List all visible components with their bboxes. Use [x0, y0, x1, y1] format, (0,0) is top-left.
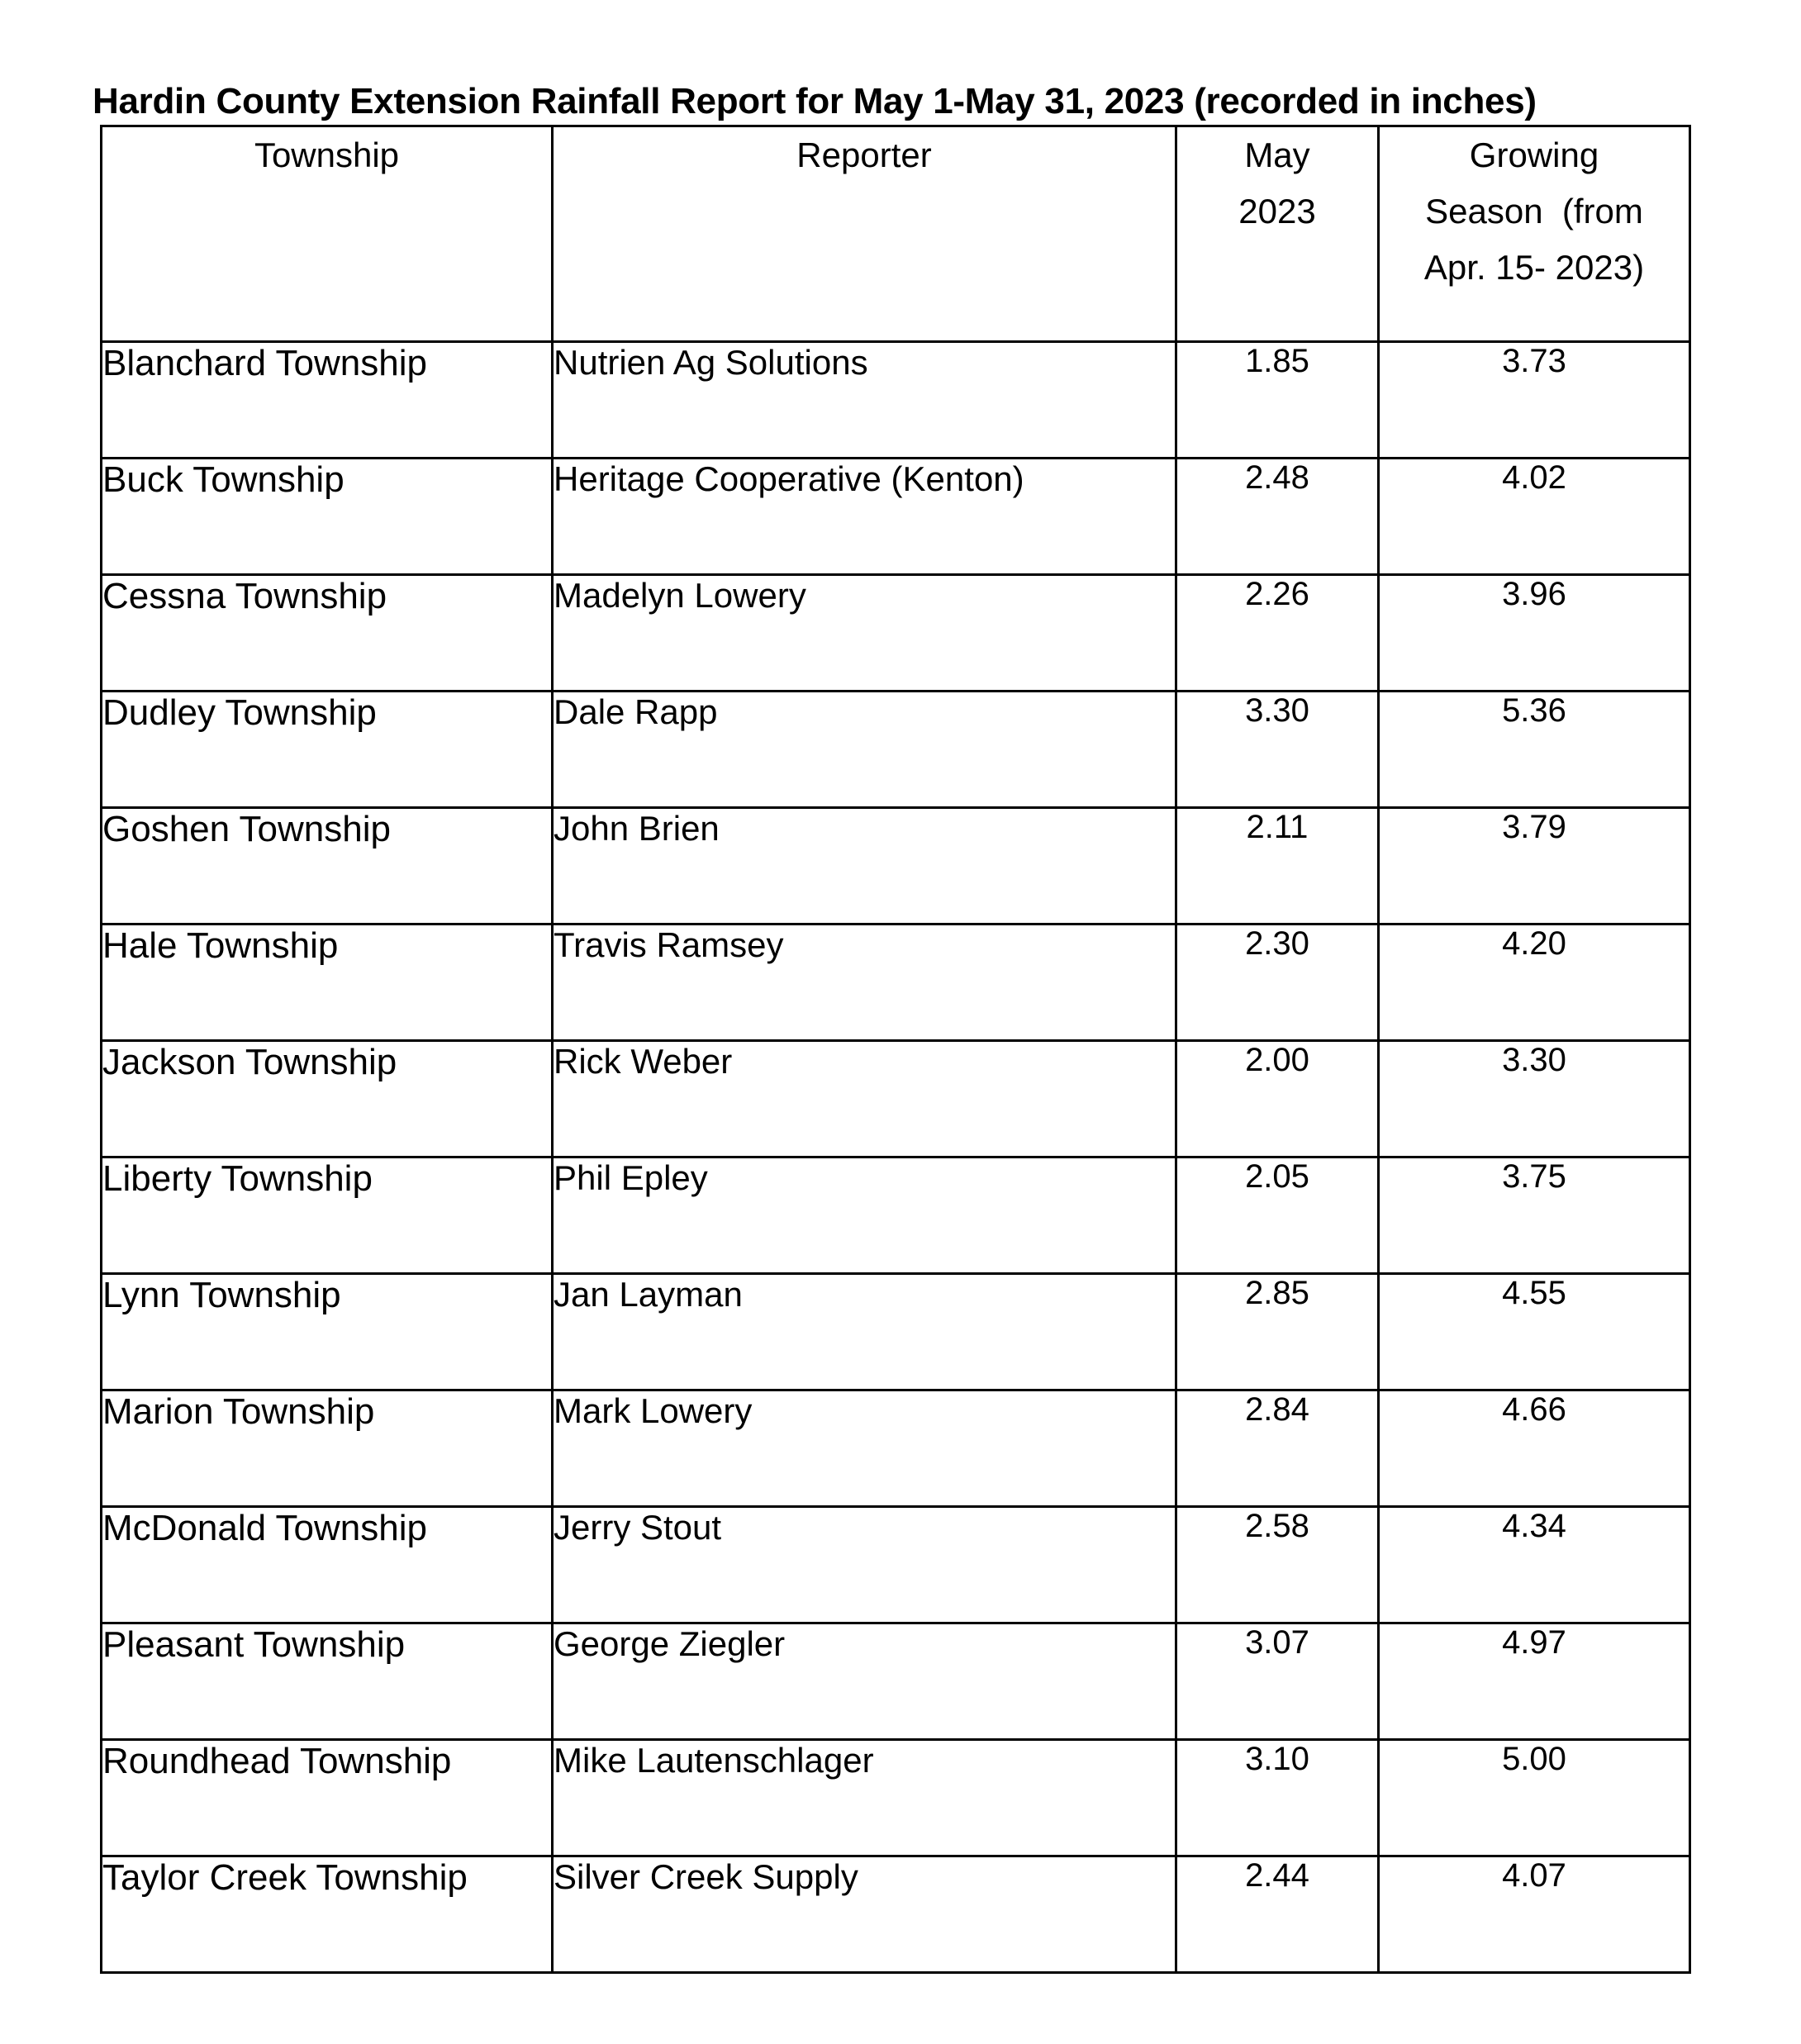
season-rainfall-cell: 3.75 [1379, 1157, 1690, 1274]
may-rainfall-cell: 2.00 [1176, 1041, 1379, 1157]
header-reporter: Reporter [553, 126, 1176, 342]
township-cell: Blanchard Township [102, 342, 553, 459]
may-rainfall-cell: 2.58 [1176, 1507, 1379, 1623]
table-row [102, 1157, 1690, 1274]
season-rainfall-cell: 3.73 [1379, 342, 1690, 459]
table-header-row [102, 126, 1690, 342]
table-row [102, 342, 1690, 459]
header-may-2023 [1176, 126, 1379, 342]
header-growing-season [1379, 126, 1690, 342]
reporter-cell: Heritage Cooperative (Kenton) [553, 459, 1176, 575]
rainfall-table [100, 125, 1691, 1974]
reporter-cell: Silver Creek Supply [553, 1856, 1176, 1973]
season-rainfall-cell: 4.55 [1379, 1274, 1690, 1390]
reporter-cell: Rick Weber [553, 1041, 1176, 1157]
reporter-cell: Madelyn Lowery [553, 575, 1176, 692]
season-rainfall-cell: 5.36 [1379, 692, 1690, 808]
may-rainfall-cell: 2.85 [1176, 1274, 1379, 1390]
season-rainfall-cell: 4.20 [1379, 925, 1690, 1041]
table-row [102, 1041, 1690, 1157]
season-rainfall-cell: 3.79 [1379, 808, 1690, 925]
township-cell: Roundhead Township [102, 1740, 553, 1856]
season-rainfall-cell: 4.07 [1379, 1856, 1690, 1973]
table-row [102, 1623, 1690, 1740]
season-rainfall-cell: 4.02 [1379, 459, 1690, 575]
may-rainfall-cell: 2.84 [1176, 1390, 1379, 1507]
township-cell: Liberty Township [102, 1157, 553, 1274]
reporter-cell: Mike Lautenschlager [553, 1740, 1176, 1856]
table-row [102, 925, 1690, 1041]
table-row [102, 1856, 1690, 1973]
table-row [102, 1390, 1690, 1507]
township-cell: Pleasant Township [102, 1623, 553, 1740]
township-cell: Goshen Township [102, 808, 553, 925]
may-rainfall-cell: 2.30 [1176, 925, 1379, 1041]
township-cell: Jackson Township [102, 1041, 553, 1157]
table-row [102, 1274, 1690, 1390]
header-season-line2: Season (from [1425, 192, 1643, 231]
table-row [102, 808, 1690, 925]
table-row [102, 692, 1690, 808]
township-cell: Cessna Township [102, 575, 553, 692]
may-rainfall-cell: 3.07 [1176, 1623, 1379, 1740]
header-township: Township [102, 126, 553, 342]
township-cell: Marion Township [102, 1390, 553, 1507]
season-rainfall-cell: 5.00 [1379, 1740, 1690, 1856]
may-rainfall-cell: 2.05 [1176, 1157, 1379, 1274]
table-row [102, 1507, 1690, 1623]
reporter-cell: Jan Layman [553, 1274, 1176, 1390]
season-rainfall-cell: 4.97 [1379, 1623, 1690, 1740]
reporter-cell: Phil Epley [553, 1157, 1176, 1274]
header-may-line1: May [1244, 135, 1310, 174]
season-rainfall-cell: 3.96 [1379, 575, 1690, 692]
may-rainfall-cell: 3.10 [1176, 1740, 1379, 1856]
township-cell: Hale Township [102, 925, 553, 1041]
township-cell: McDonald Township [102, 1507, 553, 1623]
reporter-cell: John Brien [553, 808, 1176, 925]
header-season-line1: Growing [1469, 135, 1599, 174]
report-title: Hardin County Extension Rainfall Report for May 1-May 31, 2023 (recorded in inches) [93, 81, 1537, 121]
header-may-line2: 2023 [1238, 192, 1316, 231]
township-cell: Buck Township [102, 459, 553, 575]
reporter-cell: Dale Rapp [553, 692, 1176, 808]
township-cell: Taylor Creek Township [102, 1856, 553, 1973]
may-rainfall-cell: 1.85 [1176, 342, 1379, 459]
may-rainfall-cell: 2.11 [1176, 808, 1379, 925]
may-rainfall-cell: 2.48 [1176, 459, 1379, 575]
may-rainfall-cell: 2.44 [1176, 1856, 1379, 1973]
township-cell: Dudley Township [102, 692, 553, 808]
table-body [102, 342, 1690, 1973]
header-season-line3: Apr. 15- 2023) [1423, 248, 1645, 287]
season-rainfall-cell: 3.30 [1379, 1041, 1690, 1157]
reporter-cell: Nutrien Ag Solutions [553, 342, 1176, 459]
may-rainfall-cell: 2.26 [1176, 575, 1379, 692]
reporter-cell: George Ziegler [553, 1623, 1176, 1740]
season-rainfall-cell: 4.66 [1379, 1390, 1690, 1507]
reporter-cell: Mark Lowery [553, 1390, 1176, 1507]
may-rainfall-cell: 3.30 [1176, 692, 1379, 808]
reporter-cell: Travis Ramsey [553, 925, 1176, 1041]
township-cell: Lynn Township [102, 1274, 553, 1390]
season-rainfall-cell: 4.34 [1379, 1507, 1690, 1623]
table-row [102, 1740, 1690, 1856]
reporter-cell: Jerry Stout [553, 1507, 1176, 1623]
table-row [102, 575, 1690, 692]
table-row [102, 459, 1690, 575]
